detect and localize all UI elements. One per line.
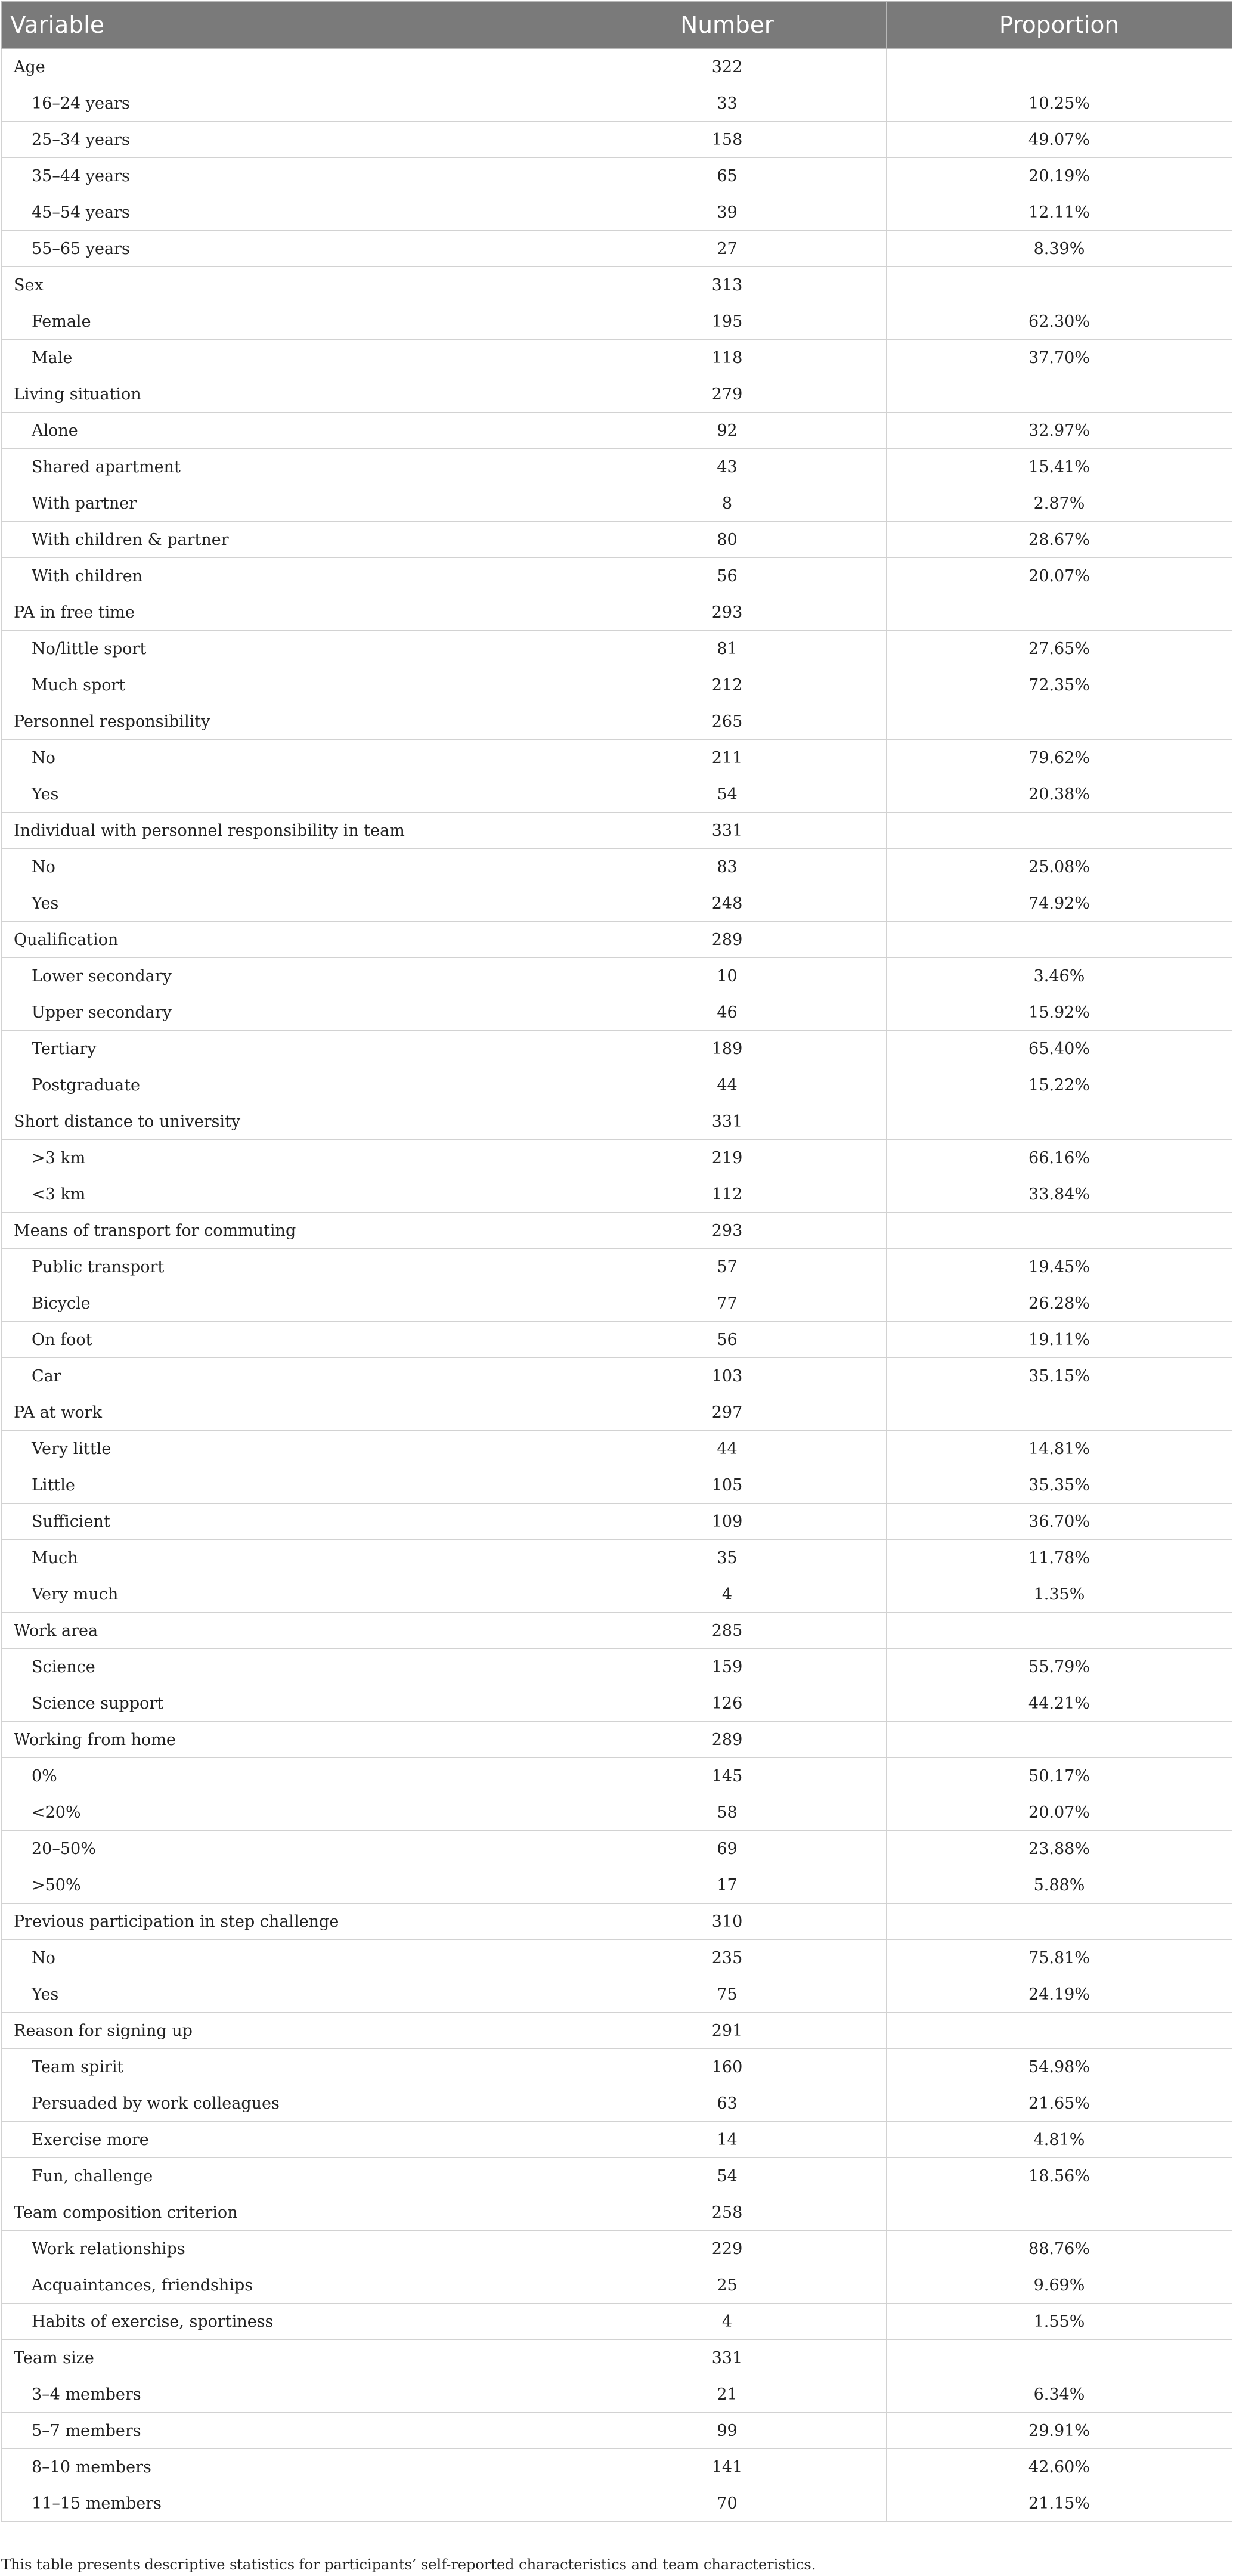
proportion-cell: 4.81% xyxy=(887,2122,1232,2158)
proportion-cell: 28.67% xyxy=(887,522,1232,558)
table-row xyxy=(2,2085,1232,2122)
variable-cell: 35–44 years xyxy=(2,158,568,194)
variable-cell: Work area xyxy=(2,1613,568,1649)
number-cell: 331 xyxy=(568,813,887,849)
proportion-cell: 12.11% xyxy=(887,194,1232,231)
variable-cell: Sufficient xyxy=(2,1504,568,1540)
column-header-variable: Variable xyxy=(2,2,568,49)
variable-cell: Team size xyxy=(2,2340,568,2376)
number-cell: 44 xyxy=(568,1431,887,1467)
table-row xyxy=(2,1576,1232,1613)
table-row xyxy=(2,340,1232,376)
proportion-cell xyxy=(887,1904,1232,1940)
proportion-cell: 15.22% xyxy=(887,1067,1232,1103)
number-cell: 69 xyxy=(568,1831,887,1867)
variable-cell: Working from home xyxy=(2,1722,568,1758)
variable-cell: Sex xyxy=(2,267,568,303)
table-row xyxy=(2,740,1232,776)
variable-cell: 5–7 members xyxy=(2,2413,568,2449)
number-cell: 235 xyxy=(568,1940,887,1976)
number-cell: 105 xyxy=(568,1467,887,1504)
variable-cell: <3 km xyxy=(2,1176,568,1213)
table-row xyxy=(2,631,1232,667)
table-row xyxy=(2,1976,1232,2013)
table-row xyxy=(2,485,1232,522)
table-row xyxy=(2,85,1232,122)
table-row xyxy=(2,1867,1232,1904)
variable-cell: No xyxy=(2,740,568,776)
table-row-category xyxy=(2,1213,1232,1249)
variable-cell: No/little sport xyxy=(2,631,568,667)
table-row-category xyxy=(2,1722,1232,1758)
table-row xyxy=(2,1031,1232,1067)
variable-cell: Postgraduate xyxy=(2,1067,568,1103)
proportion-cell: 20.38% xyxy=(887,776,1232,813)
variable-cell: <20% xyxy=(2,1794,568,1831)
number-cell: 54 xyxy=(568,2158,887,2194)
variable-cell: Lower secondary xyxy=(2,958,568,994)
variable-cell: Yes xyxy=(2,776,568,813)
variable-cell: 8–10 members xyxy=(2,2449,568,2485)
variable-cell: Female xyxy=(2,303,568,340)
table-row xyxy=(2,1249,1232,1285)
number-cell: 118 xyxy=(568,340,887,376)
number-cell: 4 xyxy=(568,1576,887,1613)
proportion-cell: 49.07% xyxy=(887,122,1232,158)
number-cell: 65 xyxy=(568,158,887,194)
table-row xyxy=(2,122,1232,158)
variable-cell: >3 km xyxy=(2,1140,568,1176)
number-cell: 57 xyxy=(568,1249,887,1285)
variable-cell: PA at work xyxy=(2,1394,568,1431)
descriptive-statistics-table xyxy=(1,1,1232,2522)
proportion-cell: 2.87% xyxy=(887,485,1232,522)
proportion-cell: 3.46% xyxy=(887,958,1232,994)
number-cell: 75 xyxy=(568,1976,887,2013)
number-cell: 81 xyxy=(568,631,887,667)
variable-cell: With partner xyxy=(2,485,568,522)
proportion-cell: 11.78% xyxy=(887,1540,1232,1576)
variable-cell: Fun, challenge xyxy=(2,2158,568,2194)
number-cell: 293 xyxy=(568,594,887,631)
variable-cell: Qualification xyxy=(2,922,568,958)
variable-cell: 3–4 members xyxy=(2,2376,568,2413)
proportion-cell xyxy=(887,1103,1232,1140)
number-cell: 211 xyxy=(568,740,887,776)
proportion-cell xyxy=(887,49,1232,85)
variable-cell: Alone xyxy=(2,413,568,449)
number-cell: 44 xyxy=(568,1067,887,1103)
variable-cell: Science xyxy=(2,1649,568,1685)
proportion-cell xyxy=(887,2340,1232,2376)
table-row-category xyxy=(2,267,1232,303)
variable-cell: Upper secondary xyxy=(2,994,568,1031)
table-row xyxy=(2,1358,1232,1394)
variable-cell: Male xyxy=(2,340,568,376)
variable-cell: No xyxy=(2,849,568,885)
variable-cell: Exercise more xyxy=(2,2122,568,2158)
table-row-category xyxy=(2,922,1232,958)
number-cell: 285 xyxy=(568,1613,887,1649)
number-cell: 158 xyxy=(568,122,887,158)
number-cell: 195 xyxy=(568,303,887,340)
table-row xyxy=(2,1467,1232,1504)
number-cell: 109 xyxy=(568,1504,887,1540)
variable-cell: Yes xyxy=(2,1976,568,2013)
table-row xyxy=(2,1285,1232,1322)
table-row xyxy=(2,158,1232,194)
proportion-cell: 35.15% xyxy=(887,1358,1232,1394)
proportion-cell: 19.11% xyxy=(887,1322,1232,1358)
number-cell: 103 xyxy=(568,1358,887,1394)
proportion-cell: 21.65% xyxy=(887,2085,1232,2122)
table-row-category xyxy=(2,2194,1232,2231)
proportion-cell: 74.92% xyxy=(887,885,1232,922)
table-row xyxy=(2,2449,1232,2485)
variable-cell: 16–24 years xyxy=(2,85,568,122)
proportion-cell xyxy=(887,1394,1232,1431)
table-row xyxy=(2,1067,1232,1103)
variable-cell: Very much xyxy=(2,1576,568,1613)
variable-cell: Yes xyxy=(2,885,568,922)
variable-cell: >50% xyxy=(2,1867,568,1904)
table-row xyxy=(2,2122,1232,2158)
number-cell: 159 xyxy=(568,1649,887,1685)
proportion-cell xyxy=(887,1213,1232,1249)
proportion-cell: 20.07% xyxy=(887,1794,1232,1831)
table-row xyxy=(2,1940,1232,1976)
variable-cell: Persuaded by work colleagues xyxy=(2,2085,568,2122)
proportion-cell: 27.65% xyxy=(887,631,1232,667)
number-cell: 56 xyxy=(568,558,887,594)
table-row-category xyxy=(2,2013,1232,2049)
number-cell: 8 xyxy=(568,485,887,522)
number-cell: 92 xyxy=(568,413,887,449)
variable-cell: Previous participation in step challenge xyxy=(2,1904,568,1940)
proportion-cell xyxy=(887,2194,1232,2231)
table-row xyxy=(2,1504,1232,1540)
proportion-cell: 20.19% xyxy=(887,158,1232,194)
variable-cell: 11–15 members xyxy=(2,2485,568,2522)
table-row-category xyxy=(2,2340,1232,2376)
proportion-cell xyxy=(887,594,1232,631)
variable-cell: Very little xyxy=(2,1431,568,1467)
proportion-cell: 79.62% xyxy=(887,740,1232,776)
variable-cell: Much xyxy=(2,1540,568,1576)
variable-cell: Living situation xyxy=(2,376,568,413)
proportion-cell: 15.41% xyxy=(887,449,1232,485)
proportion-cell: 20.07% xyxy=(887,558,1232,594)
proportion-cell: 55.79% xyxy=(887,1649,1232,1685)
number-cell: 54 xyxy=(568,776,887,813)
number-cell: 56 xyxy=(568,1322,887,1358)
number-cell: 17 xyxy=(568,1867,887,1904)
table-row xyxy=(2,1685,1232,1722)
variable-cell: Habits of exercise, sportiness xyxy=(2,2304,568,2340)
number-cell: 297 xyxy=(568,1394,887,1431)
proportion-cell: 35.35% xyxy=(887,1467,1232,1504)
proportion-cell xyxy=(887,922,1232,958)
proportion-cell: 65.40% xyxy=(887,1031,1232,1067)
number-cell: 293 xyxy=(568,1213,887,1249)
variable-cell: Acquaintances, friendships xyxy=(2,2267,568,2304)
proportion-cell: 37.70% xyxy=(887,340,1232,376)
table-row xyxy=(2,885,1232,922)
proportion-cell xyxy=(887,2013,1232,2049)
table-row xyxy=(2,1649,1232,1685)
number-cell: 58 xyxy=(568,1794,887,1831)
proportion-cell: 23.88% xyxy=(887,1831,1232,1867)
table-row xyxy=(2,1831,1232,1867)
table-row-category xyxy=(2,1103,1232,1140)
variable-cell: 25–34 years xyxy=(2,122,568,158)
proportion-cell: 19.45% xyxy=(887,1249,1232,1285)
number-cell: 33 xyxy=(568,85,887,122)
number-cell: 46 xyxy=(568,994,887,1031)
number-cell: 80 xyxy=(568,522,887,558)
proportion-cell: 72.35% xyxy=(887,667,1232,703)
number-cell: 289 xyxy=(568,1722,887,1758)
number-cell: 313 xyxy=(568,267,887,303)
proportion-cell xyxy=(887,267,1232,303)
number-cell: 27 xyxy=(568,231,887,267)
number-cell: 160 xyxy=(568,2049,887,2085)
number-cell: 77 xyxy=(568,1285,887,1322)
variable-cell: Work relationships xyxy=(2,2231,568,2267)
table-body xyxy=(2,49,1232,2522)
table-row xyxy=(2,958,1232,994)
proportion-cell: 75.81% xyxy=(887,1940,1232,1976)
variable-cell: Tertiary xyxy=(2,1031,568,1067)
number-cell: 331 xyxy=(568,2340,887,2376)
table-row-category xyxy=(2,1904,1232,1940)
table-row xyxy=(2,1176,1232,1213)
table-row xyxy=(2,2267,1232,2304)
number-cell: 145 xyxy=(568,1758,887,1794)
variable-cell: Individual with personnel responsibility in team xyxy=(2,813,568,849)
number-cell: 126 xyxy=(568,1685,887,1722)
proportion-cell: 1.35% xyxy=(887,1576,1232,1613)
proportion-cell: 5.88% xyxy=(887,1867,1232,1904)
number-cell: 322 xyxy=(568,49,887,85)
number-cell: 291 xyxy=(568,2013,887,2049)
number-cell: 39 xyxy=(568,194,887,231)
variable-cell: Short distance to university xyxy=(2,1103,568,1140)
variable-cell: Science support xyxy=(2,1685,568,1722)
number-cell: 189 xyxy=(568,1031,887,1067)
table-row xyxy=(2,1794,1232,1831)
variable-cell: Car xyxy=(2,1358,568,1394)
table-row xyxy=(2,2231,1232,2267)
number-cell: 21 xyxy=(568,2376,887,2413)
variable-cell: 55–65 years xyxy=(2,231,568,267)
proportion-cell: 54.98% xyxy=(887,2049,1232,2085)
variable-cell: Shared apartment xyxy=(2,449,568,485)
variable-cell: Personnel responsibility xyxy=(2,703,568,740)
number-cell: 10 xyxy=(568,958,887,994)
number-cell: 112 xyxy=(568,1176,887,1213)
number-cell: 310 xyxy=(568,1904,887,1940)
number-cell: 141 xyxy=(568,2449,887,2485)
number-cell: 4 xyxy=(568,2304,887,2340)
variable-cell: Team spirit xyxy=(2,2049,568,2085)
proportion-cell: 32.97% xyxy=(887,413,1232,449)
table-row xyxy=(2,2485,1232,2522)
column-header-proportion: Proportion xyxy=(887,2,1232,49)
proportion-cell: 88.76% xyxy=(887,2231,1232,2267)
variable-cell: Bicycle xyxy=(2,1285,568,1322)
variable-cell: Reason for signing up xyxy=(2,2013,568,2049)
variable-cell: Age xyxy=(2,49,568,85)
proportion-cell xyxy=(887,1722,1232,1758)
table-row xyxy=(2,2413,1232,2449)
proportion-cell xyxy=(887,703,1232,740)
variable-cell: Means of transport for commuting xyxy=(2,1213,568,1249)
number-cell: 14 xyxy=(568,2122,887,2158)
proportion-cell: 15.92% xyxy=(887,994,1232,1031)
variable-cell: PA in free time xyxy=(2,594,568,631)
number-cell: 212 xyxy=(568,667,887,703)
table-footnote: This table presents descriptive statistics for participants’ self-reported characteristics and team characteristics. xyxy=(1,2556,816,2573)
proportion-cell: 26.28% xyxy=(887,1285,1232,1322)
proportion-cell: 25.08% xyxy=(887,849,1232,885)
number-cell: 331 xyxy=(568,1103,887,1140)
number-cell: 289 xyxy=(568,922,887,958)
variable-cell: On foot xyxy=(2,1322,568,1358)
proportion-cell: 24.19% xyxy=(887,1976,1232,2013)
variable-cell: With children & partner xyxy=(2,522,568,558)
variable-cell: 45–54 years xyxy=(2,194,568,231)
table-row xyxy=(2,449,1232,485)
variable-cell: With children xyxy=(2,558,568,594)
proportion-cell: 8.39% xyxy=(887,231,1232,267)
table-row xyxy=(2,558,1232,594)
variable-cell: Much sport xyxy=(2,667,568,703)
table-row xyxy=(2,194,1232,231)
proportion-cell: 33.84% xyxy=(887,1176,1232,1213)
table-row xyxy=(2,2049,1232,2085)
table-row xyxy=(2,994,1232,1031)
variable-cell: 20–50% xyxy=(2,1831,568,1867)
number-cell: 25 xyxy=(568,2267,887,2304)
number-cell: 219 xyxy=(568,1140,887,1176)
table-header-row xyxy=(2,2,1232,49)
proportion-cell: 14.81% xyxy=(887,1431,1232,1467)
variable-cell: Team composition criterion xyxy=(2,2194,568,2231)
proportion-cell: 6.34% xyxy=(887,2376,1232,2413)
variable-cell: 0% xyxy=(2,1758,568,1794)
proportion-cell: 1.55% xyxy=(887,2304,1232,2340)
column-header-number: Number xyxy=(568,2,887,49)
proportion-cell xyxy=(887,1613,1232,1649)
table-row xyxy=(2,2158,1232,2194)
table-row-category xyxy=(2,1613,1232,1649)
table-row xyxy=(2,522,1232,558)
number-cell: 279 xyxy=(568,376,887,413)
table-row-category xyxy=(2,813,1232,849)
table-row-category xyxy=(2,376,1232,413)
table-row xyxy=(2,1758,1232,1794)
number-cell: 229 xyxy=(568,2231,887,2267)
table-row xyxy=(2,1140,1232,1176)
proportion-cell: 9.69% xyxy=(887,2267,1232,2304)
table-row-category xyxy=(2,703,1232,740)
table-row-category xyxy=(2,49,1232,85)
table-row xyxy=(2,231,1232,267)
number-cell: 265 xyxy=(568,703,887,740)
table-row xyxy=(2,667,1232,703)
number-cell: 258 xyxy=(568,2194,887,2231)
proportion-cell: 21.15% xyxy=(887,2485,1232,2522)
table-row xyxy=(2,2376,1232,2413)
number-cell: 43 xyxy=(568,449,887,485)
table-row xyxy=(2,1431,1232,1467)
table-row xyxy=(2,849,1232,885)
table-row xyxy=(2,413,1232,449)
variable-cell: Public transport xyxy=(2,1249,568,1285)
variable-cell: No xyxy=(2,1940,568,1976)
proportion-cell: 29.91% xyxy=(887,2413,1232,2449)
proportion-cell: 66.16% xyxy=(887,1140,1232,1176)
number-cell: 63 xyxy=(568,2085,887,2122)
table-row xyxy=(2,1322,1232,1358)
proportion-cell: 36.70% xyxy=(887,1504,1232,1540)
proportion-cell xyxy=(887,376,1232,413)
table-row-category xyxy=(2,594,1232,631)
number-cell: 248 xyxy=(568,885,887,922)
proportion-cell: 18.56% xyxy=(887,2158,1232,2194)
table-row xyxy=(2,1540,1232,1576)
number-cell: 35 xyxy=(568,1540,887,1576)
proportion-cell xyxy=(887,813,1232,849)
number-cell: 70 xyxy=(568,2485,887,2522)
number-cell: 83 xyxy=(568,849,887,885)
proportion-cell: 50.17% xyxy=(887,1758,1232,1794)
table-row-category xyxy=(2,1394,1232,1431)
variable-cell: Little xyxy=(2,1467,568,1504)
number-cell: 99 xyxy=(568,2413,887,2449)
proportion-cell: 10.25% xyxy=(887,85,1232,122)
proportion-cell: 44.21% xyxy=(887,1685,1232,1722)
table-row xyxy=(2,776,1232,813)
proportion-cell: 42.60% xyxy=(887,2449,1232,2485)
table-row xyxy=(2,303,1232,340)
proportion-cell: 62.30% xyxy=(887,303,1232,340)
table-row xyxy=(2,2304,1232,2340)
